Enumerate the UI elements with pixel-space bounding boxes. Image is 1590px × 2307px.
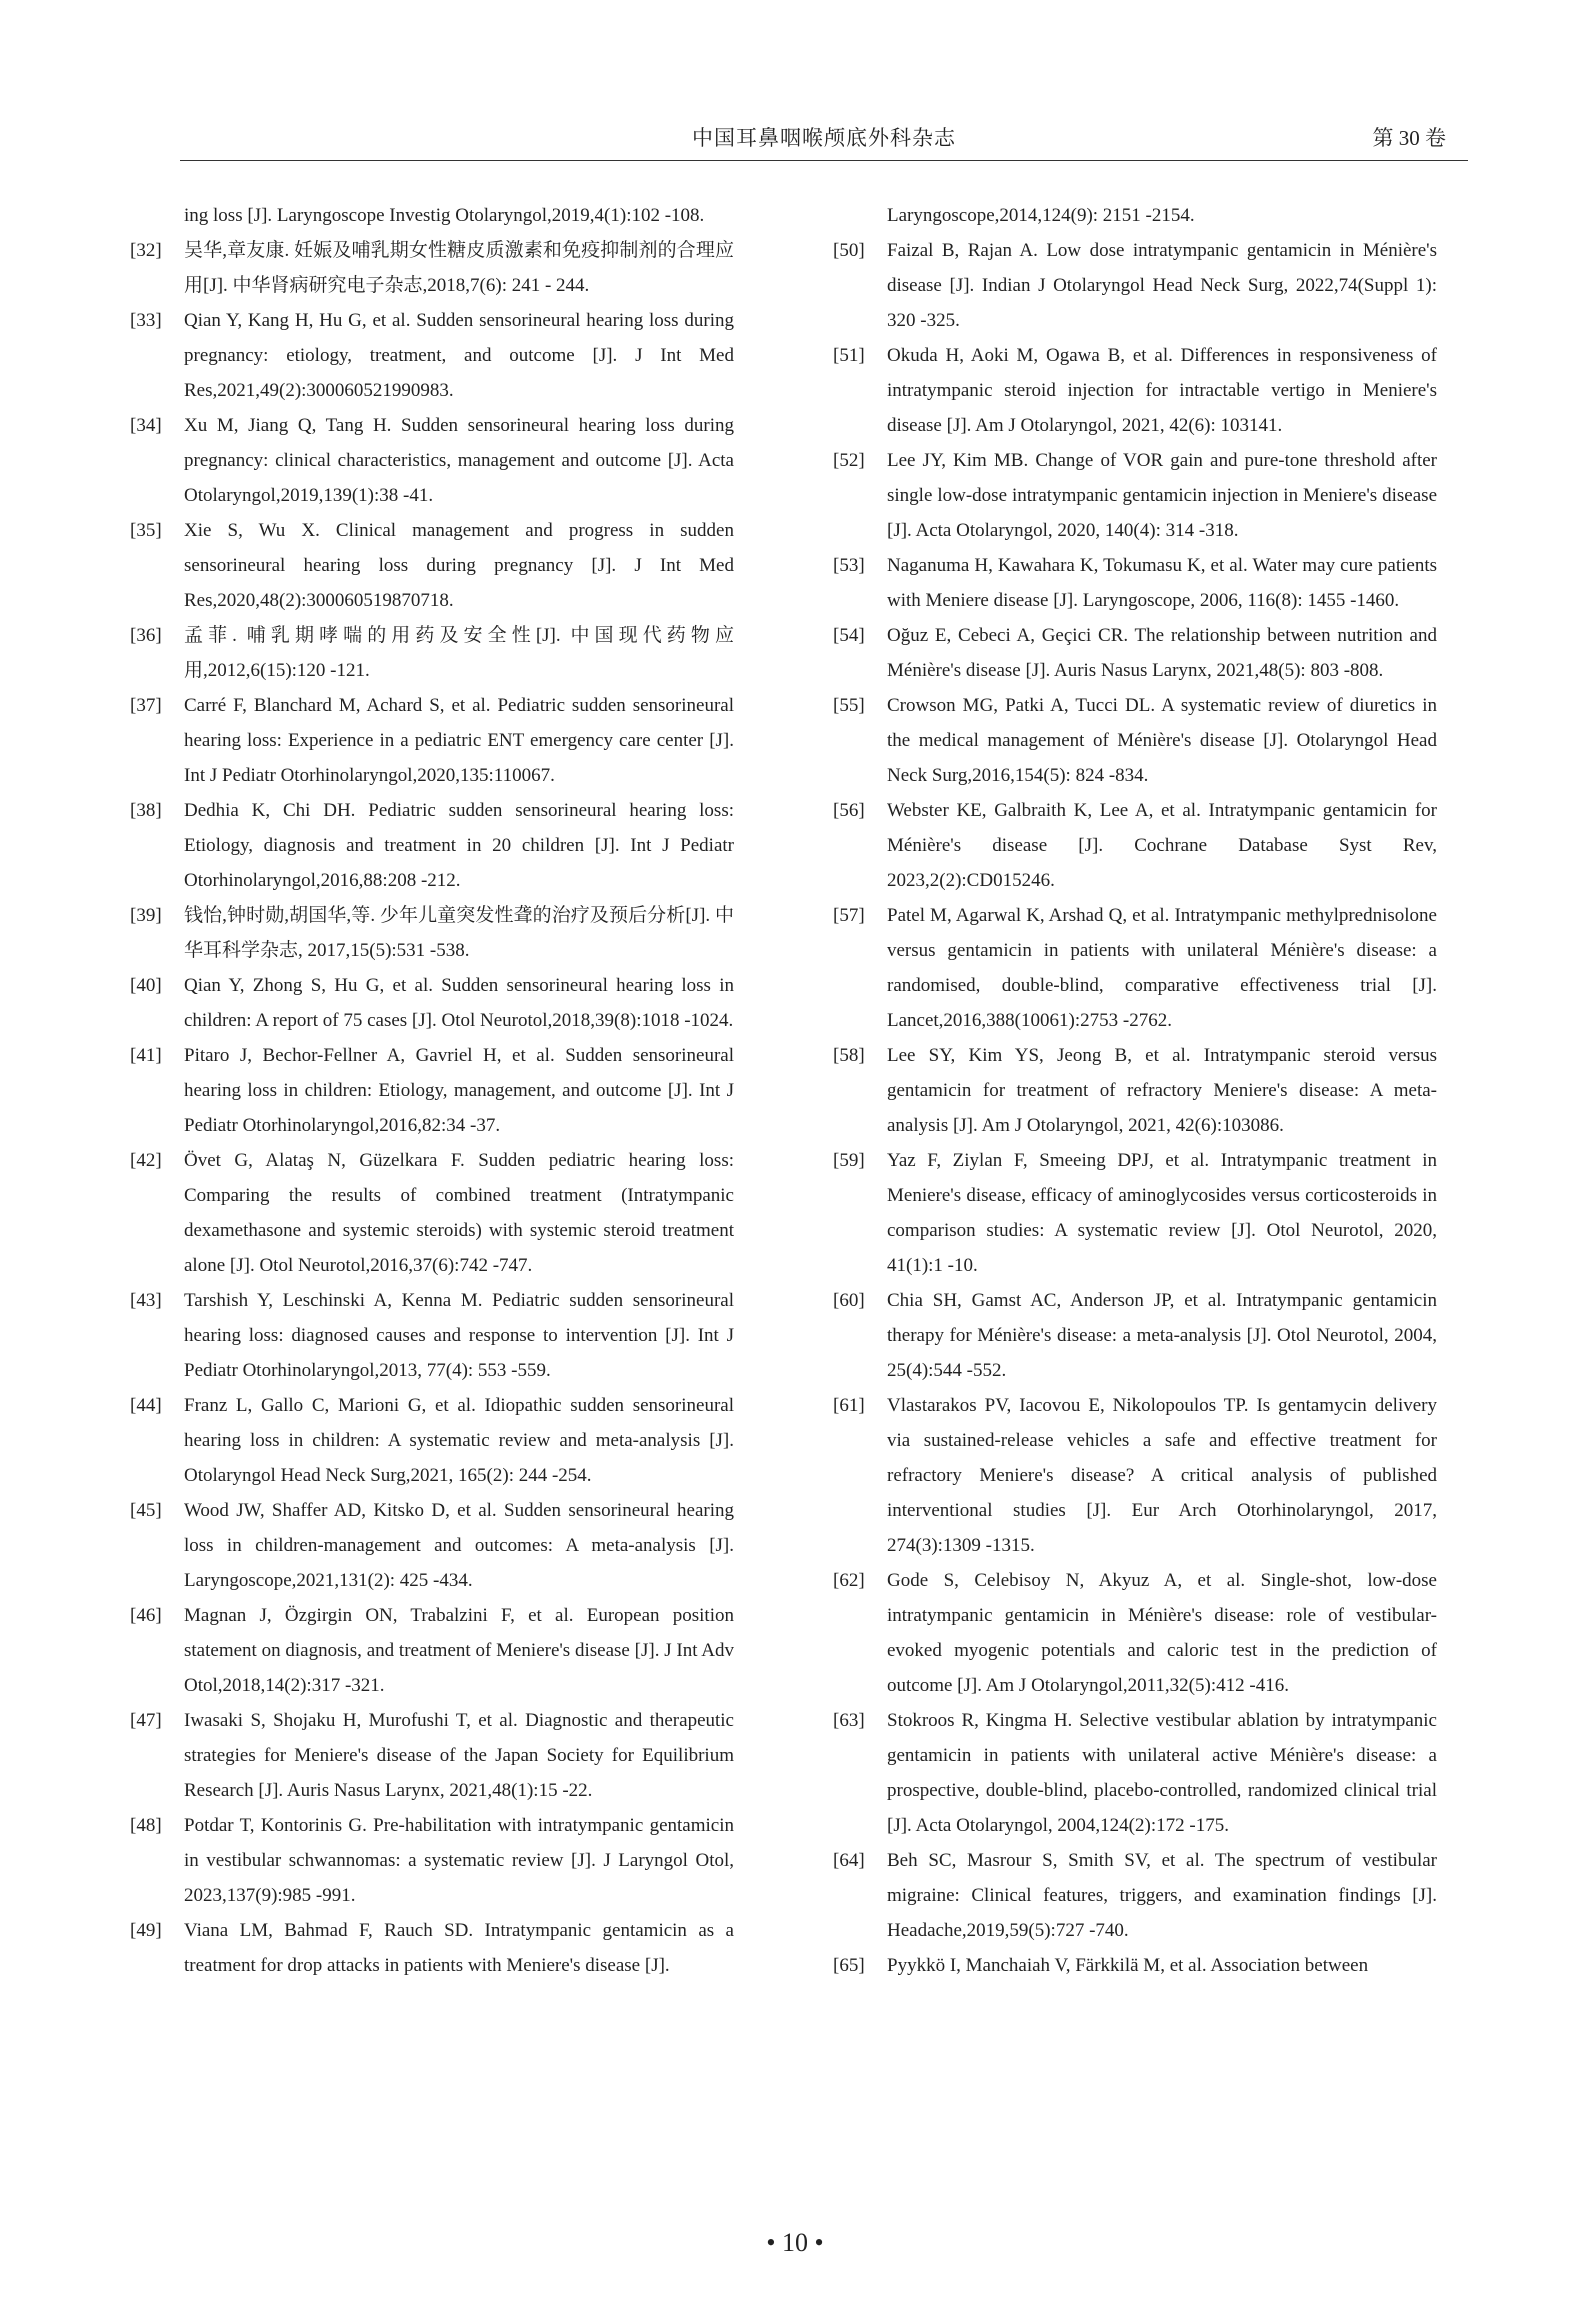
reference-entry bbox=[130, 1703, 734, 1808]
reference-number: [41] bbox=[130, 1045, 162, 1066]
reference-number: [62] bbox=[833, 1570, 865, 1591]
reference-number: [50] bbox=[833, 240, 865, 261]
reference-entry bbox=[833, 898, 1437, 1038]
reference-text: Crowson MG, Patki A, Tucci DL. A systematic review of diuretics in the medical management of Ménière's disease [J]. Otolaryngol Head Neck Surg,2016,154(5): 824 -834. bbox=[887, 695, 1437, 786]
reference-text: Pitaro J, Bechor-Fellner A, Gavriel H, et al. Sudden sensorineural hearing loss in children: Etiology, management, and outcome [J]. Int J Pediatr Otorhinolaryngol,2016,82:34 -37. bbox=[184, 1045, 734, 1136]
reference-number: [37] bbox=[130, 695, 162, 716]
reference-number: [61] bbox=[833, 1395, 865, 1416]
reference-entry bbox=[130, 1913, 734, 1983]
reference-number: [38] bbox=[130, 800, 162, 821]
reference-text: Viana LM, Bahmad F, Rauch SD. Intratympanic gentamicin as a treatment for drop attacks in patients with Meniere's disease [J]. bbox=[184, 1920, 734, 1976]
reference-entry bbox=[130, 233, 734, 303]
right-reference-column bbox=[833, 198, 1437, 1983]
reference-entry bbox=[833, 443, 1437, 548]
reference-number: [35] bbox=[130, 520, 162, 541]
reference-entry bbox=[833, 1283, 1437, 1388]
reference-number: [46] bbox=[130, 1605, 162, 1626]
reference-number: [39] bbox=[130, 905, 162, 926]
reference-number: [53] bbox=[833, 555, 865, 576]
reference-entry bbox=[130, 513, 734, 618]
reference-text: Potdar T, Kontorinis G. Pre-habilitation with intratympanic gentamicin in vestibular schwannomas: a systematic review [J]. J Laryngol Otol, 2023,137(9):985 -991. bbox=[184, 1815, 734, 1906]
reference-number: [55] bbox=[833, 695, 865, 716]
left-reference-column bbox=[130, 198, 734, 1983]
reference-entry bbox=[130, 618, 734, 688]
reference-text: Xu M, Jiang Q, Tang H. Sudden sensorineural hearing loss during pregnancy: clinical characteristics, management and outcome [J]. Acta Otolaryngol,2019,139(1):38 -41. bbox=[184, 415, 734, 506]
reference-entry bbox=[130, 1143, 734, 1283]
reference-text: Wood JW, Shaffer AD, Kitsko D, et al. Sudden sensorineural hearing loss in children-management and outcomes: A meta-analysis [J]. Laryngoscope,2021,131(2): 425 -434. bbox=[184, 1500, 734, 1591]
reference-text: Qian Y, Zhong S, Hu G, et al. Sudden sensorineural hearing loss in children: A report of 75 cases [J]. Otol Neurotol,2018,39(8):1018 -1024. bbox=[184, 975, 734, 1031]
reference-text: Patel M, Agarwal K, Arshad Q, et al. Intratympanic methylprednisolone versus gentamicin in patients with unilateral Ménière's disease: a randomised, double-blind, comparative effectiveness trial [J]. Lancet,2016,388(10061):2753 -2762. bbox=[887, 905, 1437, 1031]
reference-number: [52] bbox=[833, 450, 865, 471]
reference-text: Yaz F, Ziylan F, Smeeing DPJ, et al. Intratympanic treatment in Meniere's disease, efficacy of aminoglycosides versus corticosteroids in comparison studies: A systematic review [J]. Otol Neurotol, 2020, 41(1):1 -10. bbox=[887, 1150, 1437, 1276]
reference-number: [57] bbox=[833, 905, 865, 926]
reference-number: [58] bbox=[833, 1045, 865, 1066]
reference-entry bbox=[130, 408, 734, 513]
reference-entry bbox=[833, 1388, 1437, 1563]
reference-text: Magnan J, Özgirgin ON, Trabalzini F, et al. European position statement on diagnosis, and treatment of Meniere's disease [J]. J Int Adv Otol,2018,14(2):317 -321. bbox=[184, 1605, 734, 1696]
reference-number: [32] bbox=[130, 240, 162, 261]
left-reference-list bbox=[130, 233, 734, 1983]
reference-number: [63] bbox=[833, 1710, 865, 1731]
page-number: • 10 • bbox=[766, 2228, 824, 2257]
reference-entry bbox=[833, 1948, 1437, 1983]
reference-entry bbox=[833, 233, 1437, 338]
reference-number: [65] bbox=[833, 1955, 865, 1976]
reference-number: [43] bbox=[130, 1290, 162, 1311]
reference-continuation: ing loss [J]. Laryngoscope Investig Otolaryngol,2019,4(1):102 -108. bbox=[184, 205, 705, 226]
reference-text: Iwasaki S, Shojaku H, Murofushi T, et al. Diagnostic and therapeutic strategies for Meniere's disease of the Japan Society for Equilibrium Research [J]. Auris Nasus Larynx, 2021,48(1):15 -22. bbox=[184, 1710, 734, 1801]
reference-entry bbox=[833, 1143, 1437, 1283]
reference-entry bbox=[833, 1563, 1437, 1703]
reference-number: [51] bbox=[833, 345, 865, 366]
reference-entry bbox=[130, 1038, 734, 1143]
reference-text: Beh SC, Masrour S, Smith SV, et al. The spectrum of vestibular migraine: Clinical features, triggers, and examination findings [J]. Headache,2019,59(5):727 -740. bbox=[887, 1850, 1437, 1941]
reference-entry bbox=[130, 1388, 734, 1493]
reference-text: Pyykkö I, Manchaiah V, Färkkilä M, et al. Association between bbox=[887, 1955, 1369, 1976]
reference-entry bbox=[130, 1493, 734, 1598]
reference-number: [59] bbox=[833, 1150, 865, 1171]
reference-number: [48] bbox=[130, 1815, 162, 1836]
reference-text: 钱怡,钟时勋,胡国华,等. 少年儿童突发性聋的治疗及预后分析[J]. 中华耳科学杂志, 2017,15(5):531 -538. bbox=[184, 905, 734, 961]
reference-text: Övet G, Alataş N, Güzelkara F. Sudden pediatric hearing loss: Comparing the results of combined treatment (Intratympanic dexamethasone and systemic steroids) with systemic steroid treatment alone [J]. Otol Neurotol,2016,37(6):742 -747. bbox=[184, 1150, 734, 1276]
reference-entry bbox=[833, 338, 1437, 443]
reference-entry bbox=[833, 548, 1437, 618]
reference-text: Webster KE, Galbraith K, Lee A, et al. Intratympanic gentamicin for Ménière's disease [J]. Cochrane Database Syst Rev, 2023,2(2):CD015246. bbox=[887, 800, 1437, 891]
reference-text: Carré F, Blanchard M, Achard S, et al. Pediatric sudden sensorineural hearing loss: Experience in a pediatric ENT emergency care center [J]. Int J Pediatr Otorhinolaryngol,2020,135:110067. bbox=[184, 695, 734, 786]
reference-number: [47] bbox=[130, 1710, 162, 1731]
reference-entry bbox=[833, 1038, 1437, 1143]
reference-number: [64] bbox=[833, 1850, 865, 1871]
reference-entry bbox=[130, 898, 734, 968]
reference-text: Oğuz E, Cebeci A, Geçici CR. The relationship between nutrition and Ménière's disease [J]. Auris Nasus Larynx, 2021,48(5): 803 -808. bbox=[887, 625, 1437, 681]
reference-number: [40] bbox=[130, 975, 162, 996]
reference-number: [44] bbox=[130, 1395, 162, 1416]
reference-entry bbox=[833, 688, 1437, 793]
reference-continuation: Laryngoscope,2014,124(9): 2151 -2154. bbox=[887, 205, 1195, 226]
reference-number: [42] bbox=[130, 1150, 162, 1171]
reference-text: Gode S, Celebisoy N, Akyuz A, et al. Single-shot, low-dose intratympanic gentamicin in Ménière's disease: role of vestibular-evoked myogenic potentials and caloric test in the prediction of outcome [J]. Am J Otolaryngol,2011,32(5):412 -416. bbox=[887, 1570, 1437, 1696]
reference-entry bbox=[833, 618, 1437, 688]
reference-text: Naganuma H, Kawahara K, Tokumasu K, et al. Water may cure patients with Meniere disease [J]. Laryngoscope, 2006, 116(8): 1455 -1460. bbox=[887, 555, 1437, 611]
reference-number: [45] bbox=[130, 1500, 162, 1521]
reference-entry bbox=[833, 1703, 1437, 1843]
reference-text: Tarshish Y, Leschinski A, Kenna M. Pediatric sudden sensorineural hearing loss: diagnosed causes and response to intervention [J]. Int J Pediatr Otorhinolaryngol,2013, 77(4): 553 -559. bbox=[184, 1290, 734, 1381]
reference-entry bbox=[833, 793, 1437, 898]
reference-text: Chia SH, Gamst AC, Anderson JP, et al. Intratympanic gentamicin therapy for Ménière's disease: a meta-analysis [J]. Otol Neurotol, 2004, 25(4):544 -552. bbox=[887, 1290, 1437, 1381]
reference-entry bbox=[130, 1598, 734, 1703]
reference-text: Franz L, Gallo C, Marioni G, et al. Idiopathic sudden sensorineural hearing loss in children: A systematic review and meta-analysis [J]. Otolaryngol Head Neck Surg,2021, 165(2): 244 -254. bbox=[184, 1395, 734, 1486]
reference-text: 孟菲. 哺乳期哮喘的用药及安全性[J]. 中国现代药物应用,2012,6(15):120 -121. bbox=[184, 625, 734, 681]
reference-number: [54] bbox=[833, 625, 865, 646]
reference-text: Stokroos R, Kingma H. Selective vestibular ablation by intratympanic gentamicin in patients with unilateral active Ménière's disease: a prospective, double-blind, placebo-controlled, randomized clinical trial [J]. Acta Otolaryngol, 2004,124(2):172 -175. bbox=[887, 1710, 1437, 1836]
reference-entry bbox=[130, 1808, 734, 1913]
reference-entry bbox=[130, 1283, 734, 1388]
reference-text: 吴华,章友康. 妊娠及哺乳期女性糖皮质激素和免疫抑制剂的合理应用[J]. 中华肾病研究电子杂志,2018,7(6): 241 - 244. bbox=[184, 240, 734, 296]
reference-number: [60] bbox=[833, 1290, 865, 1311]
reference-entry bbox=[130, 303, 734, 408]
reference-entry bbox=[130, 688, 734, 793]
reference-text: Faizal B, Rajan A. Low dose intratympanic gentamicin in Ménière's disease [J]. Indian J Otolaryngol Head Neck Surg, 2022,74(Suppl 1): 320 -325. bbox=[887, 240, 1437, 331]
reference-text: Okuda H, Aoki M, Ogawa B, et al. Differences in responsiveness of intratympanic steroid injection for intractable vertigo in Meniere's disease [J]. Am J Otolaryngol, 2021, 42(6): 103141. bbox=[887, 345, 1437, 436]
reference-number: [56] bbox=[833, 800, 865, 821]
running-header bbox=[180, 118, 1468, 161]
volume-label: 第 30 卷 bbox=[1372, 126, 1446, 150]
reference-entry bbox=[130, 793, 734, 898]
reference-entry bbox=[130, 968, 734, 1038]
reference-text: Lee JY, Kim MB. Change of VOR gain and pure-tone threshold after single low-dose intratympanic gentamicin injection in Meniere's disease [J]. Acta Otolaryngol, 2020, 140(4): 314 -318. bbox=[887, 450, 1437, 541]
reference-text: Dedhia K, Chi DH. Pediatric sudden sensorineural hearing loss: Etiology, diagnosis and treatment in 20 children [J]. Int J Pediatr Otorhinolaryngol,2016,88:208 -212. bbox=[184, 800, 734, 891]
reference-text: Vlastarakos PV, Iacovou E, Nikolopoulos TP. Is gentamycin delivery via sustained-release vehicles a safe and effective treatment for refractory Meniere's disease? A critical analysis of published interventional studies [J]. Eur Arch Otorhinolaryngol, 2017, 274(3):1309 -1315. bbox=[887, 1395, 1437, 1556]
reference-text: Qian Y, Kang H, Hu G, et al. Sudden sensorineural hearing loss during pregnancy: etiology, treatment, and outcome [J]. J Int Med Res,2021,49(2):300060521990983. bbox=[184, 310, 734, 401]
reference-text: Lee SY, Kim YS, Jeong B, et al. Intratympanic steroid versus gentamicin for treatment of refractory Meniere's disease: A meta-analysis [J]. Am J Otolaryngol, 2021, 42(6):103086. bbox=[887, 1045, 1437, 1136]
reference-number: [34] bbox=[130, 415, 162, 436]
reference-text: Xie S, Wu X. Clinical management and progress in sudden sensorineural hearing loss during pregnancy [J]. J Int Med Res,2020,48(2):300060519870718. bbox=[184, 520, 734, 611]
reference-number: [36] bbox=[130, 625, 162, 646]
reference-number: [33] bbox=[130, 310, 162, 331]
journal-title: 中国耳鼻咽喉颅底外科杂志 bbox=[692, 126, 956, 150]
reference-entry bbox=[833, 1843, 1437, 1948]
right-reference-list bbox=[833, 233, 1437, 1983]
reference-number: [49] bbox=[130, 1920, 162, 1941]
